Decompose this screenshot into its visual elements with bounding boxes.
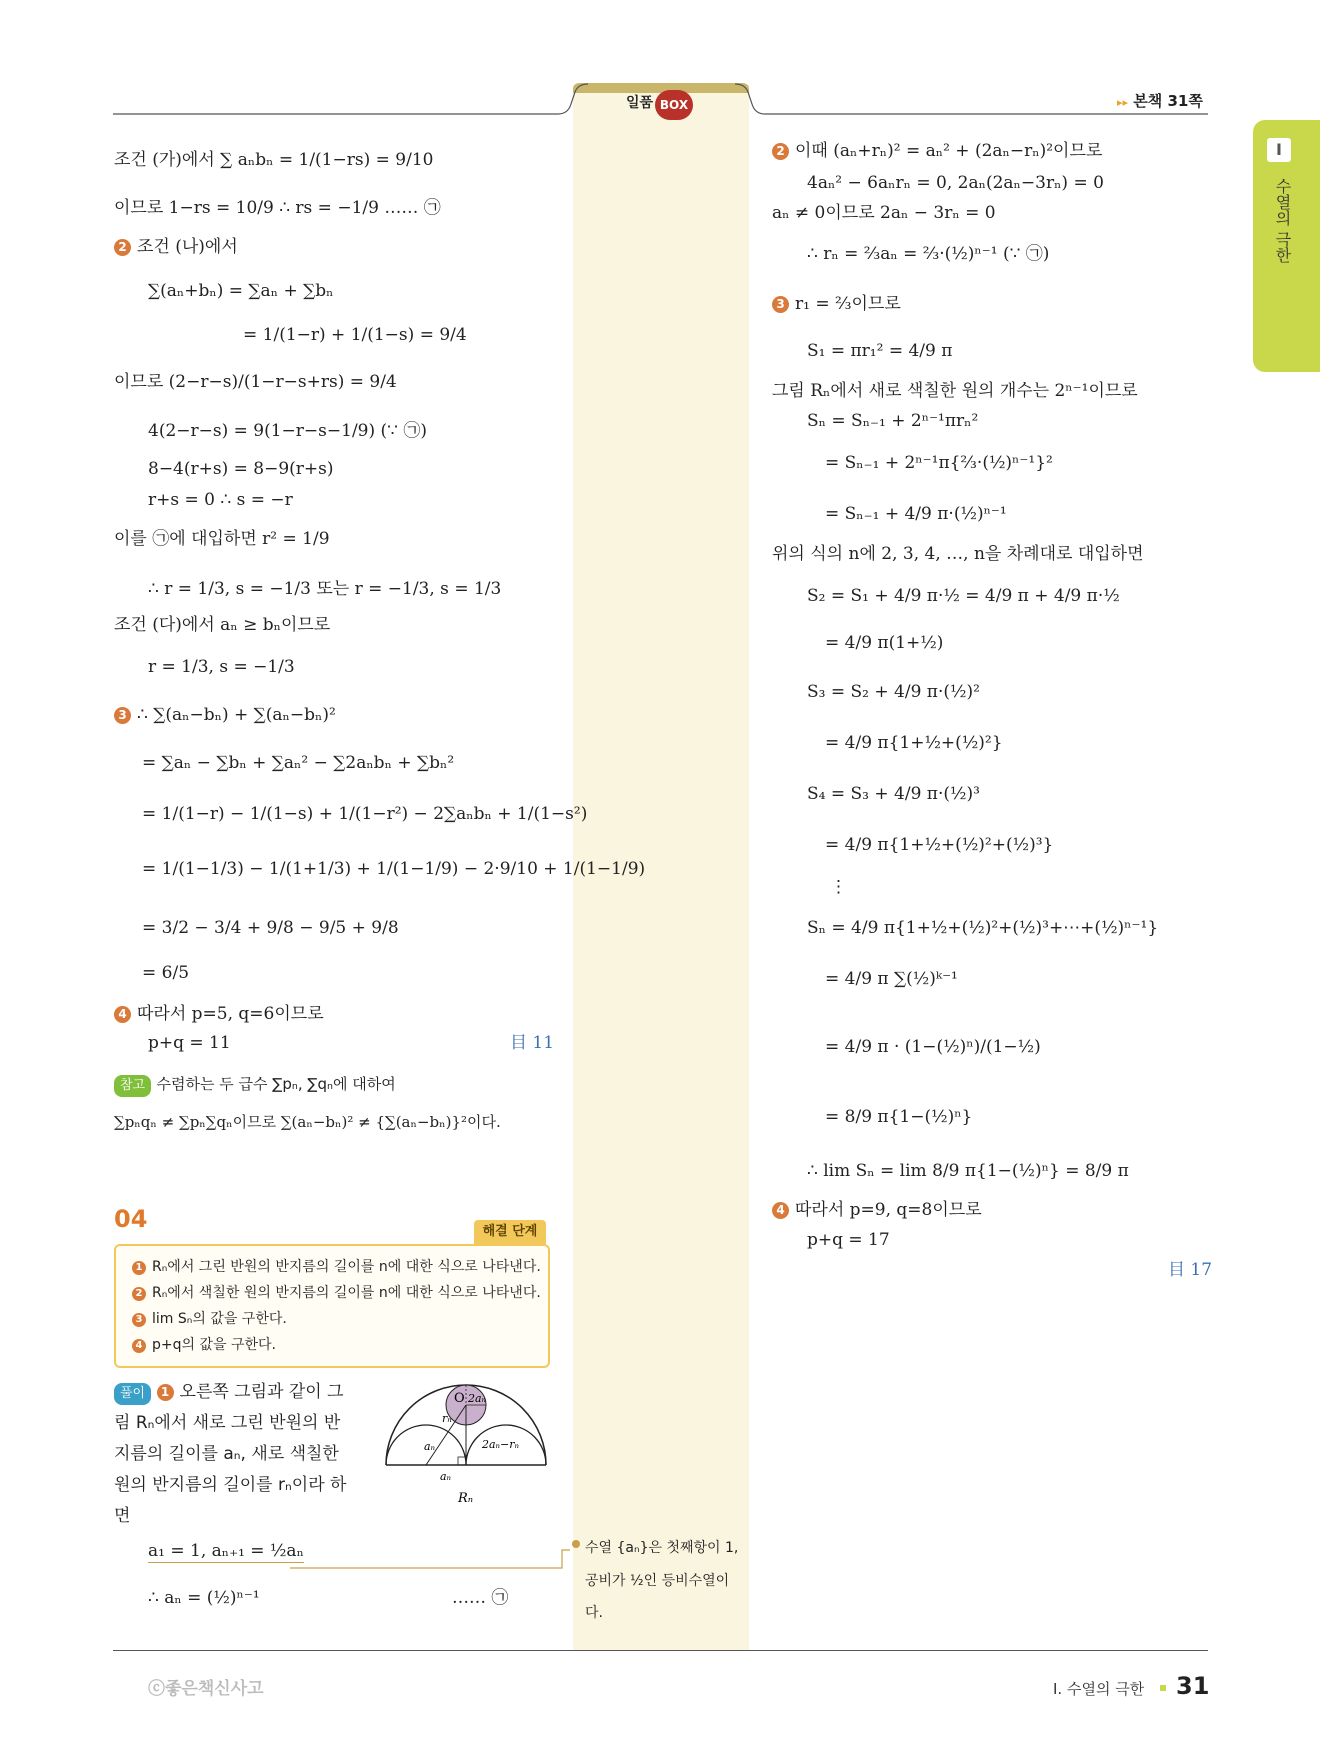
left-line-3: 2 조건 (나)에서 xyxy=(114,236,238,258)
solution-stage-label: 해결 단계 xyxy=(474,1220,546,1244)
chapter-title: 수열의 극한 xyxy=(1273,178,1292,264)
right-line-6: S₁ = πr₁² = 4/9 π xyxy=(807,341,953,361)
footer-dot-icon xyxy=(1160,1685,1166,1691)
fig-label-O: O xyxy=(454,1391,465,1406)
sol-line-5: 면 xyxy=(114,1506,131,1526)
eq-tag: …… ㉠ xyxy=(452,1588,509,1608)
note-badge: 참고 xyxy=(114,1075,151,1097)
chapter-num: I xyxy=(1267,138,1291,162)
left-line-12: 조건 (다)에서 aₙ ≥ bₙ이므로 xyxy=(114,615,331,635)
right-line-2: 4aₙ² − 6aₙrₙ = 0, 2aₙ(2aₙ−3rₙ) = 0 xyxy=(807,173,1104,193)
right-line-11: 위의 식의 n에 2, 3, 4, …, n을 차례대로 대입하면 xyxy=(772,544,1144,564)
semicircle-figure xyxy=(382,1378,552,1506)
left-line-16: = 1/(1−r) − 1/(1−s) + 1/(1−r²) − 2∑aₙbₙ + 1/(1−s²) xyxy=(142,804,588,824)
left-line-18: = 3/2 − 3/4 + 9/8 − 9/5 + 9/8 xyxy=(142,918,399,938)
solution-badge: 풀이 xyxy=(114,1383,151,1405)
fig-label-2anrn: 2aₙ−rₙ xyxy=(482,1438,519,1451)
box-label: 일품 xyxy=(626,95,654,111)
right-line-5: 3 r₁ = ⅔이므로 xyxy=(772,293,901,315)
sol-line-3: 지름의 길이를 aₙ, 새로 색칠한 xyxy=(114,1444,339,1464)
fig-label-an-bottom: aₙ xyxy=(440,1470,452,1483)
left-line-5: = 1/(1−r) + 1/(1−s) = 9/4 xyxy=(243,325,467,345)
left-line-20: 4 따라서 p=5, q=6이므로 xyxy=(114,1003,324,1025)
page-reference: ▸▸ 본책 31쪽 xyxy=(1117,92,1203,110)
figure-caption: Rₙ xyxy=(458,1491,474,1506)
left-line-11: ∴ r = 1/3, s = −1/3 또는 r = −1/3, s = 1/3 xyxy=(148,579,502,599)
right-line-23: ∴ lim Sₙ = lim 8/9 π{1−(½)ⁿ} = 8/9 π xyxy=(807,1161,1129,1181)
note-bullet-icon xyxy=(572,1540,580,1548)
box-badge: BOX xyxy=(655,90,693,120)
solution-steps-box xyxy=(114,1244,550,1368)
left-line-6: 이므로 (2−r−s)/(1−r−s+rs) = 9/4 xyxy=(114,372,397,392)
right-line-4: ∴ rₙ = ⅔aₙ = ⅔·(½)ⁿ⁻¹ (∵ ㉠) xyxy=(807,244,1050,264)
right-line-22: = 8/9 π{1−(½)ⁿ} xyxy=(825,1107,973,1127)
chapter-tab xyxy=(1253,120,1320,372)
right-line-25: p+q = 17 xyxy=(807,1230,890,1250)
step-item-3: 3 lim Sₙ의 값을 구한다. xyxy=(132,1308,287,1328)
right-line-12: S₂ = S₁ + 4/9 π·½ = 4/9 π + 4/9 π·½ xyxy=(807,586,1120,606)
problem-number: 04 xyxy=(114,1205,148,1233)
sol-line-4: 원의 반지름의 길이를 rₙ이라 하 xyxy=(114,1475,347,1495)
right-line-3: aₙ ≠ 0이므로 2aₙ − 3rₙ = 0 xyxy=(772,203,996,223)
side-note-2: 공비가 ½인 등비수열이 xyxy=(585,1573,730,1589)
right-line-7: 그림 Rₙ에서 새로 색칠한 원의 개수는 2ⁿ⁻¹이므로 xyxy=(772,381,1138,401)
side-note-1: 수열 {aₙ}은 첫째항이 1, xyxy=(585,1540,739,1556)
note-line-2: ∑pₙqₙ ≠ ∑pₙ∑qₙ이므로 ∑(aₙ−bₙ)² ≠ {∑(aₙ−bₙ)}²이다. xyxy=(114,1113,501,1131)
right-line-9: = Sₙ₋₁ + 2ⁿ⁻¹π{⅔·(½)ⁿ⁻¹}² xyxy=(825,453,1053,473)
right-line-20: = 4/9 π ∑(½)ᵏ⁻¹ xyxy=(825,969,958,989)
right-line-13: = 4/9 π(1+½) xyxy=(825,633,944,653)
left-line-4: ∑(aₙ+bₙ) = ∑aₙ + ∑bₙ xyxy=(148,281,334,301)
left-line-21: p+q = 11 xyxy=(148,1033,231,1053)
sol-line-1: 풀이 1 오른쪽 그림과 같이 그 xyxy=(114,1381,344,1405)
publisher-logo: ⓒ좋은책신사고 xyxy=(148,1679,264,1699)
right-line-16: S₄ = S₃ + 4/9 π·(½)³ xyxy=(807,784,980,804)
ref-arrow-icon: ▸▸ xyxy=(1117,96,1129,109)
note-line-1: 참고 수렴하는 두 급수 ∑pₙ, ∑qₙ에 대하여 xyxy=(114,1073,396,1097)
right-line-10: = Sₙ₋₁ + 4/9 π·(½)ⁿ⁻¹ xyxy=(825,504,1007,524)
step-3-icon: 3 xyxy=(114,707,131,724)
left-line-8: 8−4(r+s) = 8−9(r+s) xyxy=(148,459,334,479)
eq-line-2: ∴ aₙ = (½)ⁿ⁻¹ xyxy=(148,1588,260,1608)
right-line-21: = 4/9 π · (1−(½)ⁿ)/(1−½) xyxy=(825,1037,1041,1057)
right-line-14: S₃ = S₂ + 4/9 π·(½)² xyxy=(807,682,980,702)
step-item-1: 1 Rₙ에서 그린 반원의 반지름의 길이를 n에 대한 식으로 나타낸다. xyxy=(132,1256,541,1276)
footer-chapter: I. 수열의 극한 xyxy=(1053,1680,1145,1698)
left-line-9: r+s = 0 ∴ s = −r xyxy=(148,490,293,510)
left-line-19: = 6/5 xyxy=(142,963,190,983)
right-line-19: Sₙ = 4/9 π{1+½+(½)²+(½)³+⋯+(½)ⁿ⁻¹} xyxy=(807,918,1159,938)
left-line-13: r = 1/3, s = −1/3 xyxy=(148,657,295,677)
fig-label-rn: rₙ xyxy=(442,1412,452,1425)
answer-17: 目 17 xyxy=(1168,1260,1213,1280)
left-line-17: = 1/(1−1/3) − 1/(1+1/3) + 1/(1−1/9) − 2·9/10 + 1/(1−1/9) xyxy=(142,859,646,879)
step-2-icon: 2 xyxy=(114,239,131,256)
left-line-1: 조건 (가)에서 ∑ aₙbₙ = 1/(1−rs) = 9/10 xyxy=(114,150,434,170)
right-line-15: = 4/9 π{1+½+(½)²} xyxy=(825,733,1003,753)
left-line-10: 이를 ㉠에 대입하면 r² = 1/9 xyxy=(114,529,330,549)
footer-rule xyxy=(113,1650,1208,1651)
right-line-18: ⋮ xyxy=(830,877,847,897)
step-4-icon: 4 xyxy=(114,1006,131,1023)
step-item-4: 4 p+q의 값을 구한다. xyxy=(132,1334,276,1354)
left-line-15: = ∑aₙ − ∑bₙ + ∑aₙ² − ∑2aₙbₙ + ∑bₙ² xyxy=(142,753,455,773)
fig-label-2an: 2aₙ xyxy=(468,1392,487,1405)
sol-line-2: 림 Rₙ에서 새로 그린 반원의 반 xyxy=(114,1413,341,1433)
left-line-7: 4(2−r−s) = 9(1−r−s−1/9) (∵ ㉠) xyxy=(148,421,428,441)
right-line-24: 4 따라서 p=9, q=8이므로 xyxy=(772,1199,982,1221)
side-note-3: 다. xyxy=(585,1605,603,1621)
page-number: 31 xyxy=(1176,1672,1210,1700)
connector-line xyxy=(290,1548,570,1578)
right-line-1: 2 이때 (aₙ+rₙ)² = aₙ² + (2aₙ−rₙ)²이므로 xyxy=(772,140,1102,162)
fig-label-an: aₙ xyxy=(424,1440,436,1453)
eq-line-1: a₁ = 1, aₙ₊₁ = ½aₙ xyxy=(148,1541,304,1561)
right-line-8: Sₙ = Sₙ₋₁ + 2ⁿ⁻¹πrₙ² xyxy=(807,411,979,431)
step-item-2: 2 Rₙ에서 색칠한 원의 반지름의 길이를 n에 대한 식으로 나타낸다. xyxy=(132,1282,541,1302)
left-line-14: 3 ∴ ∑(aₙ−bₙ) + ∑(aₙ−bₙ)² xyxy=(114,704,336,726)
answer-11: 目 11 xyxy=(510,1033,555,1053)
right-line-17: = 4/9 π{1+½+(½)²+(½)³} xyxy=(825,835,1054,855)
left-line-2: 이므로 1−rs = 10/9 ∴ rs = −1/9 …… ㉠ xyxy=(114,198,441,218)
